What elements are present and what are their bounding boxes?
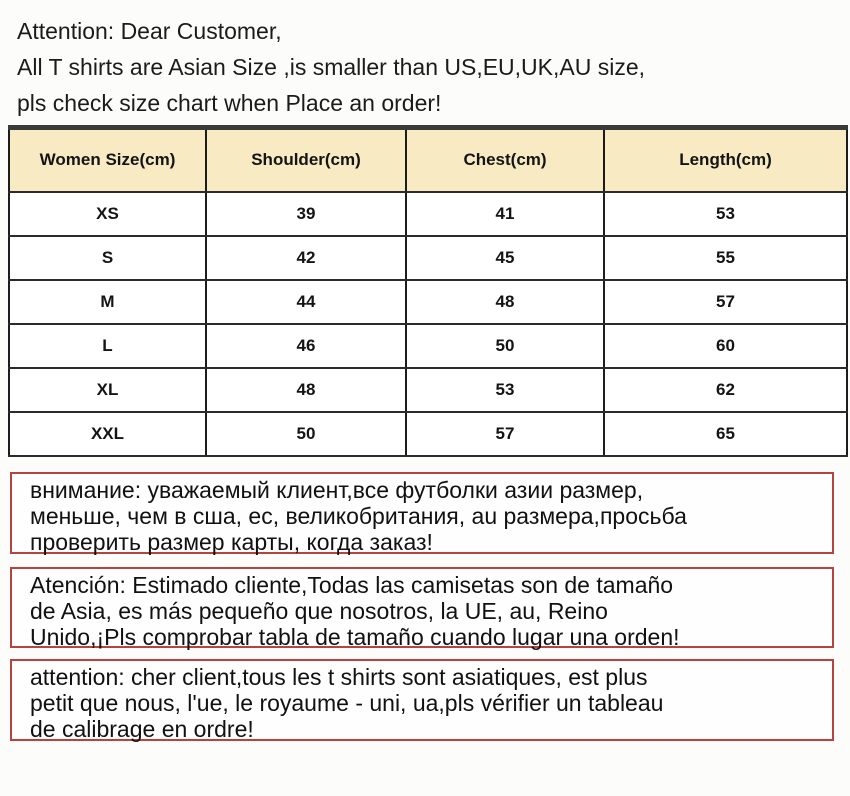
table-row-xs <box>9 192 847 236</box>
col-header-women-size: Women Size(cm) <box>9 128 206 192</box>
russian-notice-line-1: внимание: уважаемый клиент,все футболки азии размер, <box>30 477 644 503</box>
cell-size: XL <box>9 368 206 412</box>
col-header-length: Length(cm) <box>604 128 847 192</box>
cell-shoulder: 42 <box>206 236 406 280</box>
spanish-notice-line-2: de Asia, es más pequeño que nosotros, la UE, au, Reino <box>30 598 608 624</box>
cell-shoulder: 50 <box>206 412 406 456</box>
russian-notice-line-2: меньше, чем в сша, ес, великобритания, au размера,просьба <box>30 503 687 529</box>
french-notice-box <box>10 659 834 741</box>
russian-notice-line-3: проверить размер карты, когда заказ! <box>30 529 433 555</box>
cell-length: 55 <box>604 236 847 280</box>
cell-size: XS <box>9 192 206 236</box>
french-notice-line-2: petit que nous, l'ue, le royaume - uni, ua,pls vérifier un tableau <box>30 690 664 716</box>
english-notice-line-3: pls check size chart when Place an order! <box>17 90 442 116</box>
cell-size: S <box>9 236 206 280</box>
cell-shoulder: 48 <box>206 368 406 412</box>
english-notice-line-1: Attention: Dear Customer, <box>17 18 282 44</box>
cell-shoulder: 44 <box>206 280 406 324</box>
table-header-row <box>9 128 847 192</box>
col-header-shoulder: Shoulder(cm) <box>206 128 406 192</box>
cell-chest: 50 <box>406 324 604 368</box>
cell-chest: 57 <box>406 412 604 456</box>
spanish-notice-line-1: Atención: Estimado cliente,Todas las camisetas son de tamaño <box>30 572 674 598</box>
cell-chest: 53 <box>406 368 604 412</box>
table-row-xl <box>9 368 847 412</box>
russian-notice-box <box>10 472 834 554</box>
english-notice <box>17 13 645 121</box>
french-notice-line-1: attention: cher client,tous les t shirts sont asiatiques, est plus <box>30 664 648 690</box>
cell-shoulder: 39 <box>206 192 406 236</box>
cell-size: XXL <box>9 412 206 456</box>
size-table <box>8 125 848 457</box>
cell-length: 65 <box>604 412 847 456</box>
cell-length: 62 <box>604 368 847 412</box>
table-row-l <box>9 324 847 368</box>
english-notice-line-2: All T shirts are Asian Size ,is smaller than US,EU,UK,AU size, <box>17 54 646 80</box>
cell-chest: 45 <box>406 236 604 280</box>
cell-chest: 48 <box>406 280 604 324</box>
cell-size: M <box>9 280 206 324</box>
cell-length: 60 <box>604 324 847 368</box>
cell-length: 57 <box>604 280 847 324</box>
spanish-notice-box <box>10 567 834 648</box>
cell-shoulder: 46 <box>206 324 406 368</box>
cell-size: L <box>9 324 206 368</box>
table-row-s <box>9 236 847 280</box>
col-header-chest: Chest(cm) <box>406 128 604 192</box>
table-row-m <box>9 280 847 324</box>
french-notice-line-3: de calibrage en ordre! <box>30 716 254 742</box>
spanish-notice-line-3: Unido,¡Pls comprobar tabla de tamaño cuando lugar una orden! <box>30 624 680 650</box>
cell-length: 53 <box>604 192 847 236</box>
cell-chest: 41 <box>406 192 604 236</box>
table-row-xxl <box>9 412 847 456</box>
